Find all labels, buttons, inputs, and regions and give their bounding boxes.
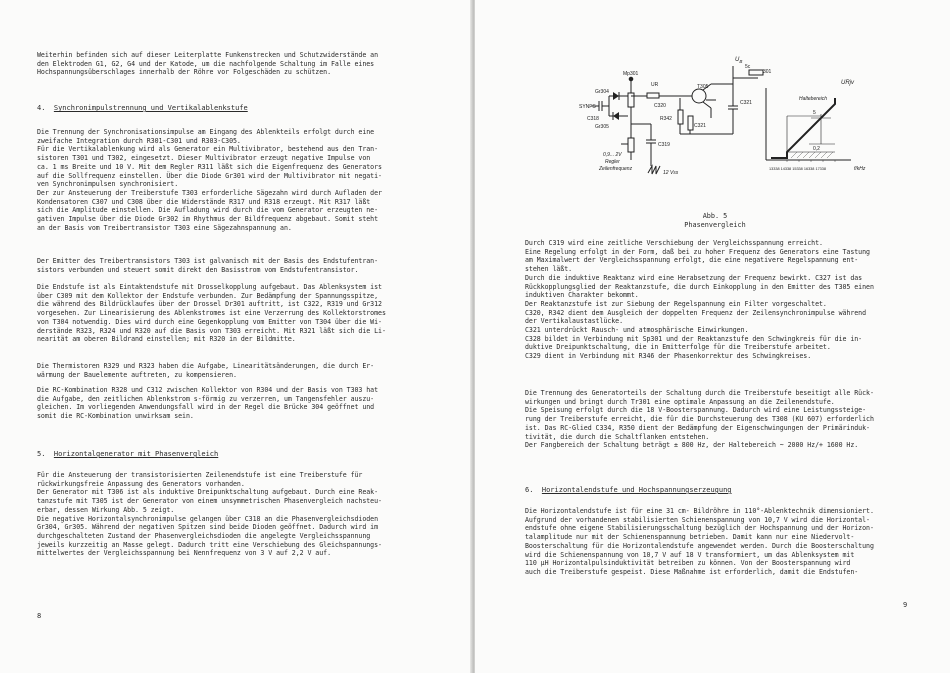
section-5-title: Horizontalgenerator mit Phasenvergleich bbox=[53, 450, 219, 458]
section-6-title: Horizontalendstufe und Hochspannungserzeugung bbox=[541, 486, 732, 494]
graph-value-02: 0,2 bbox=[813, 146, 820, 152]
page-number-right: 9 bbox=[903, 601, 908, 609]
left-page bbox=[0, 0, 473, 673]
right-page bbox=[475, 0, 950, 673]
label-5c: 5c bbox=[745, 64, 751, 70]
section-4-paragraph-3: Die Endstufe ist als Eintaktendstufe mit Drosselkopplung aufgebaut. Das Ablenksystem ist über C309 mit dem Kollektor der Endstufe verbunden. Zur Bedämpfung der Spannungsspitze, die während des Bildrücklaufes über der Drossel Dr301 auftritt, ist C322, R319 und Gr312 vorgesehen. Zur Linearisierung des Ablenkstromes ist eine Verzerrung des Kollektorstromes von T304 notwendig. Dies wird durch eine Gegenkopplung vom Emitter von T304 über die Wi- derstände R323, R324 und R320 auf die Basis von T303 erreicht. Mit R321 läßt sich die Li- nearität am oberen Bildrand einstellen; mit R320 in der Bildmitte. bbox=[37, 283, 386, 344]
label-c320: C320 bbox=[654, 103, 666, 109]
graph-haltebereich: Haltebereich bbox=[799, 96, 828, 102]
graph-ylabel: URjv bbox=[841, 80, 854, 86]
label-regler: Regler bbox=[605, 159, 620, 165]
section-5-paragraph-1: Für die Ansteuerung der transistorisierten Zeilenendstufe ist eine Treiberstufe für rückwirkungsfreie Anpassung des Generators vorhanden. Der Generator mit T306 ist als induktive Dreipunktschaltung aufgebaut. Durch eine Reak- tanzstufe mit T305 ist der Generator von einem unsymmetrischen Phasenvergleich nachsteu- erbar, dessen Wirkung Abb. 5 zeigt. Die negative Horizontalsynchronimpulse gelangen über C318 an die Phasenvergleichsdioden Gr304, Gr305. Während der negativen Spitzen sind beide Dioden geöffnet. Dadurch wird im durchgeschalteten Zustand der Phasenvergleichsdioden die angelegte Vergleichsspannung jeweils kurzzeitig an Masse gelegt. Dadurch tritt eine Verschiebung des Gleichspannungs- mittelwertes der Vergleichsspannung bei Nennfrequenz von 3 V auf 2,2 V auf. bbox=[37, 471, 382, 558]
label-r321: C321 bbox=[694, 123, 706, 129]
intro-paragraph: Weiterhin befinden sich auf dieser Leiterplatte Funkenstrecken und Schutzwiderstände an den Elektroden G1, G2, G4 und der Katode, um die nachfolgende Schaltung im Falle eines Hochspannungsüberschlages innerhalb der Röhre vor Folgeschäden zu schützen. bbox=[37, 51, 379, 77]
label-c319: C319 bbox=[658, 142, 670, 148]
section-6-heading bbox=[525, 486, 732, 495]
graph-value-5: 5 bbox=[813, 110, 816, 116]
label-gr305: Gr305 bbox=[595, 124, 609, 130]
section-6-number: 6. bbox=[525, 486, 534, 494]
label-gr304: Gr304 bbox=[595, 89, 609, 95]
section-5-number: 5. bbox=[37, 450, 46, 458]
label-t305: T305 bbox=[697, 84, 709, 90]
section-4-title: Synchronimpulstrennung und Vertikalablenkstufe bbox=[53, 104, 248, 112]
label-r342: R342 bbox=[660, 116, 672, 122]
figure-caption: Abb. 5 Phasenvergleich bbox=[684, 211, 746, 229]
page-number-left: 8 bbox=[37, 612, 42, 620]
label-regler-voltage: 0,9... 2V bbox=[603, 152, 622, 158]
section-5-heading bbox=[37, 450, 218, 459]
right-paragraph-1: Durch C319 wird eine zeitliche Verschiebung der Vergleichsspannung erreicht. Eine Regelung erfolgt in der Form, daß bei zu hoher Frequenz des Generators eine Tastung am Maximalwert der Vergleichsspannung erfolgt, die eine negativere Regelspannung ent- stehen läßt. Durch die induktive Reaktanz wird eine Herabsetzung der Frequenz bewirkt. C327 ist das Rückkopplungsglied der Reaktanzstufe, die durch Einkopplung in den Emitter des T305 einen induktiven Charakter bekommt. Der Reaktanzstufe ist zur Siebung der Regelspannung ein Filter vorgeschaltet. C320, R342 dient dem Ausgleich der doppelten Frequenz der Zeilensynchronimpulse während der Vertikalaustastlücke. C321 unterdrückt Rausch- und atmosphärische Einwirkungen. C328 bildet in Verbindung mit Sp301 und der Reaktanzstufe den Schwingkreis für die in- duktive Dreipunktschaltung, die in Emitterfolge für die Treiberstufe arbeitet. C329 dient in Verbindung mit R346 der Phasenkorrektur des Schwingkreises. bbox=[525, 239, 874, 361]
section-4-heading bbox=[37, 104, 248, 113]
label-ub: $U_B$ bbox=[735, 57, 743, 64]
graph-xunit: f/kHz bbox=[854, 166, 866, 172]
label-c321: C321 bbox=[740, 100, 752, 106]
right-paragraph-2: Die Trennung des Generatorteils der Schaltung durch die Treiberstufe beseitigt alle Rück- wirkungen und bringt durch Tr301 eine optimale Anpassung an die Zeilenendstufe. Die Speisung erfolgt durch die 18 V-Boosterspannung. Dadurch wird eine Leistungssteige- rung der Treiberstufe erreicht, die für die Durchsteuerung des T308 (KU 607) erforderlich ist. Das RC-Glied C334, R350 dient der Bedämpfung der Eigenschwingungen der Primärinduk- tivität, die durch die Schaltflanken entstehen. Der Fangbereich der Schaltung beträgt ± 800 Hz, der Haltebereich ~ 2000 Hz/+ 1600 Hz. bbox=[525, 389, 874, 450]
graph-ticks: 13338 14338 15338 16338 17338 bbox=[769, 167, 827, 171]
phase-comparison-diagram bbox=[551, 48, 950, 198]
label-mp301: Mp301 bbox=[623, 71, 639, 77]
label-ur: UR bbox=[651, 82, 659, 88]
label-c318: C318 bbox=[587, 116, 599, 122]
label-synfs: SYNFS bbox=[579, 104, 596, 110]
label-12vss: 12 Vss bbox=[663, 170, 679, 176]
section-6-paragraph-1: Die Horizontalendstufe ist für eine 31 cm- Bildröhre in 110°-Ablenktechnik dimensioniert. Aufgrund der vorhandenen stabilisierten Schienenspannung von 10,7 V wird die Horizontal- endstufe ohne eigene Stabilisierungsschaltung bezüglich der Hochspannung und der Horizon- talamplitude nur mit der Schienenspannung betrieben. Damit kann nur eine Niedervolt- Boosterschaltung für die Horizontalendstufe angewendet werden. Durch die Boosterschaltung wird die Schienenspannung von 10,7 V auf 18 V transformiert, um das Ablenksystem mit 110 µH Horizontalpulsinduktivität betreiben zu können. Von der Boosterspannung wird auch die Treiberstufe gespeist. Diese Maßnahme ist erforderlich, damit die Endstufen- bbox=[525, 507, 874, 576]
label-r301: 301 bbox=[763, 69, 772, 75]
section-4-number: 4. bbox=[37, 104, 46, 112]
section-4-paragraph-1: Die Trennung der Synchronisationsimpulse am Eingang des Ablenkteils erfolgt durch eine zweifache Integration durch R301-C301 und R303-C305. Für die Vertikalablenkung wird als Generator ein Multivibrator, bestehend aus den Tran- sistoren T301 und T302, eingesetzt. Dieser Multivibrator erzeugt negative Impulse von ca. 1 ms Breite und 10 V. Mit dem Regler R311 läßt sich die Eigenfrequenz des Generators auf die Sollfrequenz einstellen. Über die Diode Gr301 wird der Multivibrator mit negati- ven Synchronimpulsen synchronisiert. Der zur Ansteuerung der Treiberstufe T303 erforderliche Sägezahn wird durch Aufladen der Kondensatoren C307 und C308 über die Widerstände R317 und R318 erzeugt. Mit R317 läßt sich die Amplitude einstellen. Die Aufladung wird durch die vom Generator erzeugten ne- gativen Impulse über die Diode Gr302 im Rhythmus der Bildfrequenz abgebaut. Somit steht an der Basis vom Treibertransistor T303 eine Sägezahnspannung an. bbox=[37, 128, 382, 232]
section-4-paragraph-4: Die Thermistoren R329 und R323 haben die Aufgabe, Linearitätsänderungen, die durch Er- wärmung der Bauelemente auftreten, zu kompensieren. bbox=[37, 362, 375, 379]
section-4-paragraph-2: Der Emitter des Treibertransistors T303 ist galvanisch mit der Basis des Endstufentran- sistors verbunden und steuert somit direkt den Basisstrom vom Endstufentransistor. bbox=[37, 257, 379, 274]
section-4-paragraph-5: Die RC-Kombination R328 und C312 zwischen Kollektor von R304 und der Basis von T303 hat die Aufgabe, den zeitlichen Ablenkstrom s-förmig zu verzerren, um Tangensfehler auszu- gleichen. Im vorliegenden Anwendungsfall wird in der Regel die Brücke 304 geöffnet und somit die RC-Kombination unwirksam sein. bbox=[37, 386, 379, 421]
label-zeilenfrequenz: Zeilenfrequenz bbox=[599, 166, 633, 172]
